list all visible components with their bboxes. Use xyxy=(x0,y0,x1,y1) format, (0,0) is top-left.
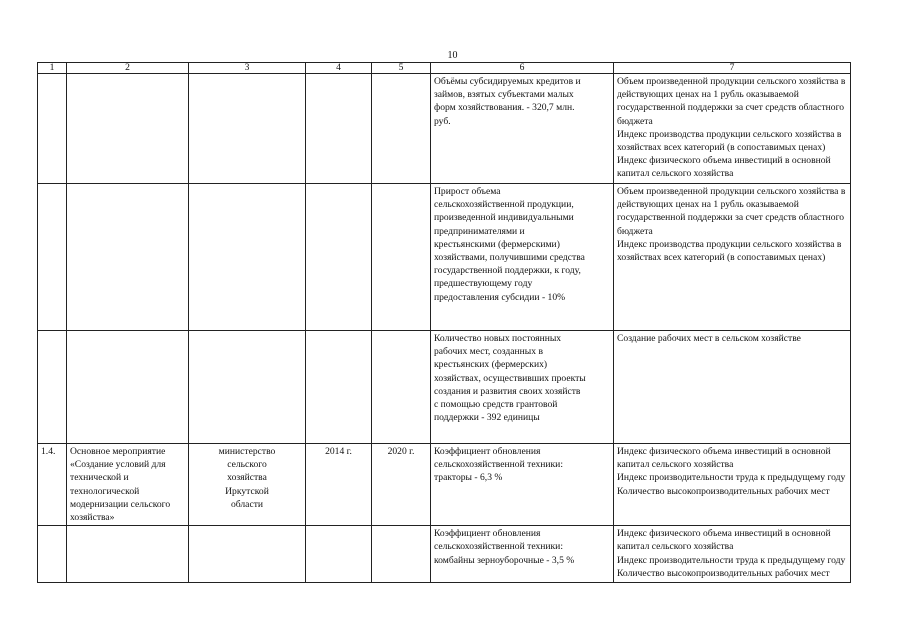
cell-line: Объёмы субсидируемых кредитов и xyxy=(434,76,581,87)
end-year-cell xyxy=(372,331,431,444)
end-year-cell xyxy=(372,184,431,331)
column-number: 1 xyxy=(38,63,67,74)
row-number-cell xyxy=(38,526,67,583)
indicator-cell xyxy=(431,184,614,331)
indicator-cell xyxy=(431,331,614,444)
indicator-cell xyxy=(431,74,614,184)
cell-line: Объем произведенной продукции сельского хозяйства в xyxy=(617,76,846,87)
cell-line: бюджета xyxy=(617,115,653,127)
cell-line: рабочих мест, созданных в xyxy=(434,346,543,358)
cell-line: технологической xyxy=(70,485,140,497)
cell-line: хозяйствах всех категорий (в сопоставимых ценах) xyxy=(617,142,826,154)
activity-name-cell xyxy=(67,444,189,526)
activity-name-cell xyxy=(67,184,189,331)
column-number: 6 xyxy=(431,63,614,74)
column-number: 3 xyxy=(189,63,306,74)
cell-line: с помощью средств грантовой xyxy=(434,399,558,411)
cell-line: капитал сельского хозяйства xyxy=(617,168,734,180)
table-row xyxy=(38,74,851,184)
cell-line: комбайны зерноуборочные - 3,5 % xyxy=(434,554,575,566)
executor-cell xyxy=(189,184,306,331)
indicator-cell xyxy=(431,526,614,583)
start-year-cell xyxy=(306,526,372,583)
cell-line: министерство xyxy=(218,446,276,457)
cell-line: Индекс физического объема инвестиций в основной xyxy=(617,155,831,167)
start-year-cell xyxy=(306,184,372,331)
cell-line: государственной поддержки за счет средств областного xyxy=(617,212,845,224)
cell-line: крестьянскими (фермерскими) xyxy=(434,238,560,250)
activity-name-cell xyxy=(67,331,189,444)
cell-line: бюджета xyxy=(617,225,653,237)
table-row xyxy=(38,331,851,444)
results-cell xyxy=(614,526,851,583)
cell-line: Индекс производства продукции сельского хозяйства в xyxy=(617,238,842,250)
cell-line: действующих ценах на 1 рубль оказываемой xyxy=(617,89,799,101)
cell-line: поддержки - 392 единицы xyxy=(434,412,540,424)
results-cell xyxy=(614,331,851,444)
cell-line: государственной поддержки за счет средств областного xyxy=(617,102,845,114)
row-number-cell xyxy=(38,74,67,184)
cell-line: форм хозяйствования. - 320,7 млн. xyxy=(434,102,575,114)
executor-cell xyxy=(189,74,306,184)
cell-line: Коэффициент обновления xyxy=(434,446,541,457)
cell-line: Количество высокопроизводительных рабочих мест xyxy=(617,485,830,497)
cell-line: сельскохозяйственной техники: xyxy=(434,459,563,471)
column-number: 4 xyxy=(306,63,372,74)
column-number: 2 xyxy=(67,63,189,74)
cell-line: хозяйства» xyxy=(70,512,115,524)
results-cell xyxy=(614,74,851,184)
cell-line: области xyxy=(230,498,264,510)
cell-line: капитал сельского хозяйства xyxy=(617,541,734,553)
row-number-cell xyxy=(38,184,67,331)
table-row xyxy=(38,444,851,526)
cell-line: Создание рабочих мест в сельском хозяйстве xyxy=(617,333,801,344)
activity-name-cell xyxy=(67,526,189,583)
start-year-cell xyxy=(306,444,372,526)
results-cell xyxy=(614,444,851,526)
cell-line: займов, взятых субъектами малых xyxy=(434,89,574,101)
cell-line: Иркутской xyxy=(225,485,269,497)
cell-line: Коэффициент обновления xyxy=(434,528,541,540)
cell-line: Основное мероприятие xyxy=(70,446,166,457)
executor-cell xyxy=(189,444,306,526)
table-row xyxy=(38,526,851,583)
executor-cell xyxy=(189,526,306,583)
row-number-cell xyxy=(38,444,67,526)
column-number: 5 xyxy=(372,63,431,74)
cell-line: предпринимателями и xyxy=(434,225,525,237)
cell-line: Объем произведенной продукции сельского хозяйства в xyxy=(617,186,846,197)
start-year-cell xyxy=(306,74,372,184)
table-row xyxy=(38,184,851,331)
cell-line: сельского xyxy=(227,459,267,471)
cell-line: Индекс физического объема инвестиций в основной xyxy=(617,446,831,457)
end-year-cell xyxy=(372,526,431,583)
start-year-cell xyxy=(306,331,372,444)
cell-line: руб. xyxy=(434,115,451,127)
cell-line: Индекс производительности труда к предыдущему году xyxy=(617,472,846,484)
program-table xyxy=(37,62,851,583)
cell-text: 2014 г. xyxy=(325,446,352,457)
cell-line: хозяйства xyxy=(227,472,267,484)
cell-line: Количество новых постоянных xyxy=(434,333,562,344)
end-year-cell xyxy=(372,74,431,184)
cell-line: произведенной индивидуальными xyxy=(434,212,574,224)
cell-line: Индекс производительности труда к предыдущему году xyxy=(617,554,846,566)
end-year-cell xyxy=(372,444,431,526)
cell-line: создания и развития своих хозяйств xyxy=(434,385,581,397)
page-number: 10 xyxy=(447,50,458,61)
cell-line: модернизации сельского xyxy=(70,498,171,510)
cell-line: государственной поддержки, к году, xyxy=(434,265,581,277)
cell-line: хозяйствах, осуществивших проекты xyxy=(434,372,586,384)
cell-line: Прирост объема xyxy=(434,186,501,197)
results-cell xyxy=(614,184,851,331)
row-number-cell xyxy=(38,331,67,444)
cell-line: сельскохозяйственной продукции, xyxy=(434,199,574,211)
column-number: 7 xyxy=(614,63,851,74)
cell-line: хозяйствами, получившими средства xyxy=(434,252,585,264)
cell-line: действующих ценах на 1 рубль оказываемой xyxy=(617,199,799,211)
cell-line: «Создание условий для xyxy=(70,459,166,471)
cell-line: капитал сельского хозяйства xyxy=(617,459,734,471)
cell-line: предоставления субсидии - 10% xyxy=(434,291,566,303)
cell-line: сельскохозяйственной техники: xyxy=(434,541,563,553)
cell-line: технической и xyxy=(70,472,129,484)
cell-line: Индекс физического объема инвестиций в основной xyxy=(617,528,831,540)
cell-text: 1.4. xyxy=(41,446,56,457)
column-number-row xyxy=(38,63,851,74)
executor-cell xyxy=(189,331,306,444)
indicator-cell xyxy=(431,444,614,526)
cell-line: Индекс производства продукции сельского хозяйства в xyxy=(617,128,842,140)
cell-line: Количество высокопроизводительных рабочих мест xyxy=(617,567,830,579)
cell-line: крестьянских (фермерских) xyxy=(434,359,548,371)
cell-line: предшествующему году xyxy=(434,278,533,290)
activity-name-cell xyxy=(67,74,189,184)
cell-line: хозяйствах всех категорий (в сопоставимых ценах) xyxy=(617,252,826,264)
cell-line: тракторы - 6,3 % xyxy=(434,472,503,484)
cell-text: 2020 г. xyxy=(387,446,415,457)
